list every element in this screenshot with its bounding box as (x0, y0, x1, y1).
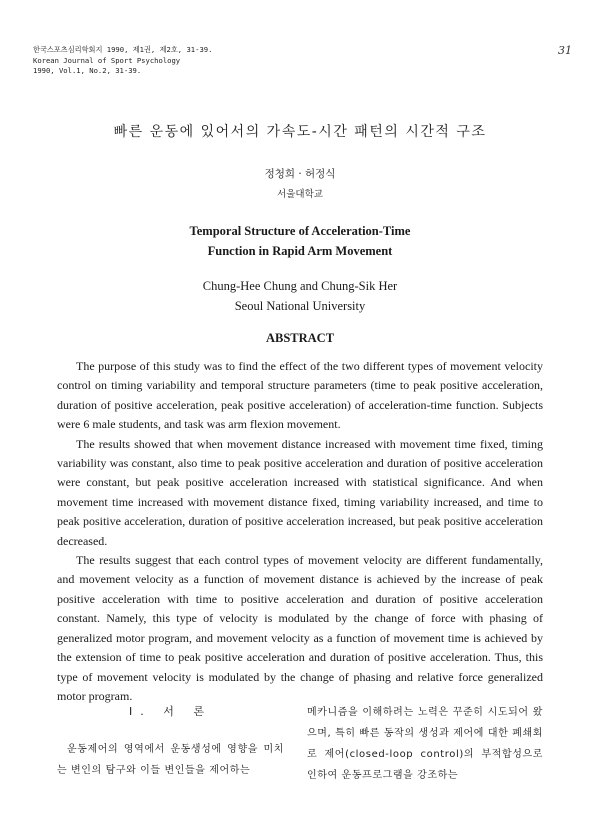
title-english-line-2: Function in Rapid Arm Movement (207, 244, 393, 258)
abstract-paragraph-3: The results suggest that each control types of movement velocity are different fundamentally, and movement velocity as a function of movement distance is achieved by the increase of peak positive acceleration with time to positive acceleration and duration of positive acceleration constant. Namely, this type of velocity is modulated by the change of force with phasing of generalized motor program, and movement velocity as a function of movement time is achieved by the extension of time to peak positive acceleration and duration of positive acceleration. Thus, this type of movement velocity is modulated by the change of phasing and relative force generalized motor program. (57, 553, 543, 703)
section-heading-introduction: Ⅰ. 서 론 (129, 705, 212, 718)
header-line-volume: 1990, Vol.1, No.2, 31-39. (33, 66, 142, 75)
intro-text-left: 운동제어의 영역에서 운동생성에 영향을 미치는 변인의 탐구와 이들 변인들을 제어하는 (57, 744, 284, 776)
affiliation-english: Seoul National University (234, 299, 366, 313)
authors-korean: 정청희 · 허정식 (264, 168, 336, 180)
journal-header (33, 45, 212, 77)
intro-text-right: 메카니즘을 이해하려는 노력은 꾸준히 시도되어 왔으며, 특히 빠른 동작의 생성과 제어에 대한 폐쇄회로 제어(closed-loop control)의 부적합성으로 인하여 운동프로그램을 강조하는 (307, 707, 543, 781)
authors-english: Chung-Hee Chung and Chung-Sik Her (202, 279, 398, 293)
header-line-korean: 한국스포츠심리학회지 1990, 제1권, 제2호, 31-39. (33, 45, 213, 54)
abstract-heading: ABSTRACT (265, 331, 335, 345)
intro-right-column (307, 702, 543, 786)
title-english-line-1: Temporal Structure of Acceleration-Time (189, 224, 411, 238)
title-korean: 빠른 운동에 있어서의 가속도-시간 패턴의 시간적 구조 (113, 124, 487, 140)
page-number: 31 (558, 44, 572, 57)
abstract-paragraph-1: The purpose of this study was to find the effect of the two different types of movement velocity control on timing variability and temporal structure parameters (time to peak positive acceleration, duration of positive acceleration, peak positive acceleration) of acceleration-time function. Subjects were 6 male students, and task was arm flexion movement. (57, 359, 543, 432)
affiliation-korean: 서울대학교 (277, 189, 323, 200)
header-line-journal: Korean Journal of Sport Psychology (33, 55, 181, 65)
abstract-paragraph-2: The results showed that when movement distance increased with movement time fixed, timing variability was constant, also time to peak positive acceleration and duration of positive acceleration were constant, but peak positive acceleration increased with statistical significance. And when movement time increased with movement distance fixed, timing variability increased, and time to peak positive acceleration, duration of positive acceleration increased, but peak positive acceleration decreased. (57, 436, 543, 548)
abstract-body (57, 357, 543, 706)
title-english (0, 221, 600, 261)
intro-left-column (57, 703, 284, 781)
authors-english-block (0, 276, 600, 316)
